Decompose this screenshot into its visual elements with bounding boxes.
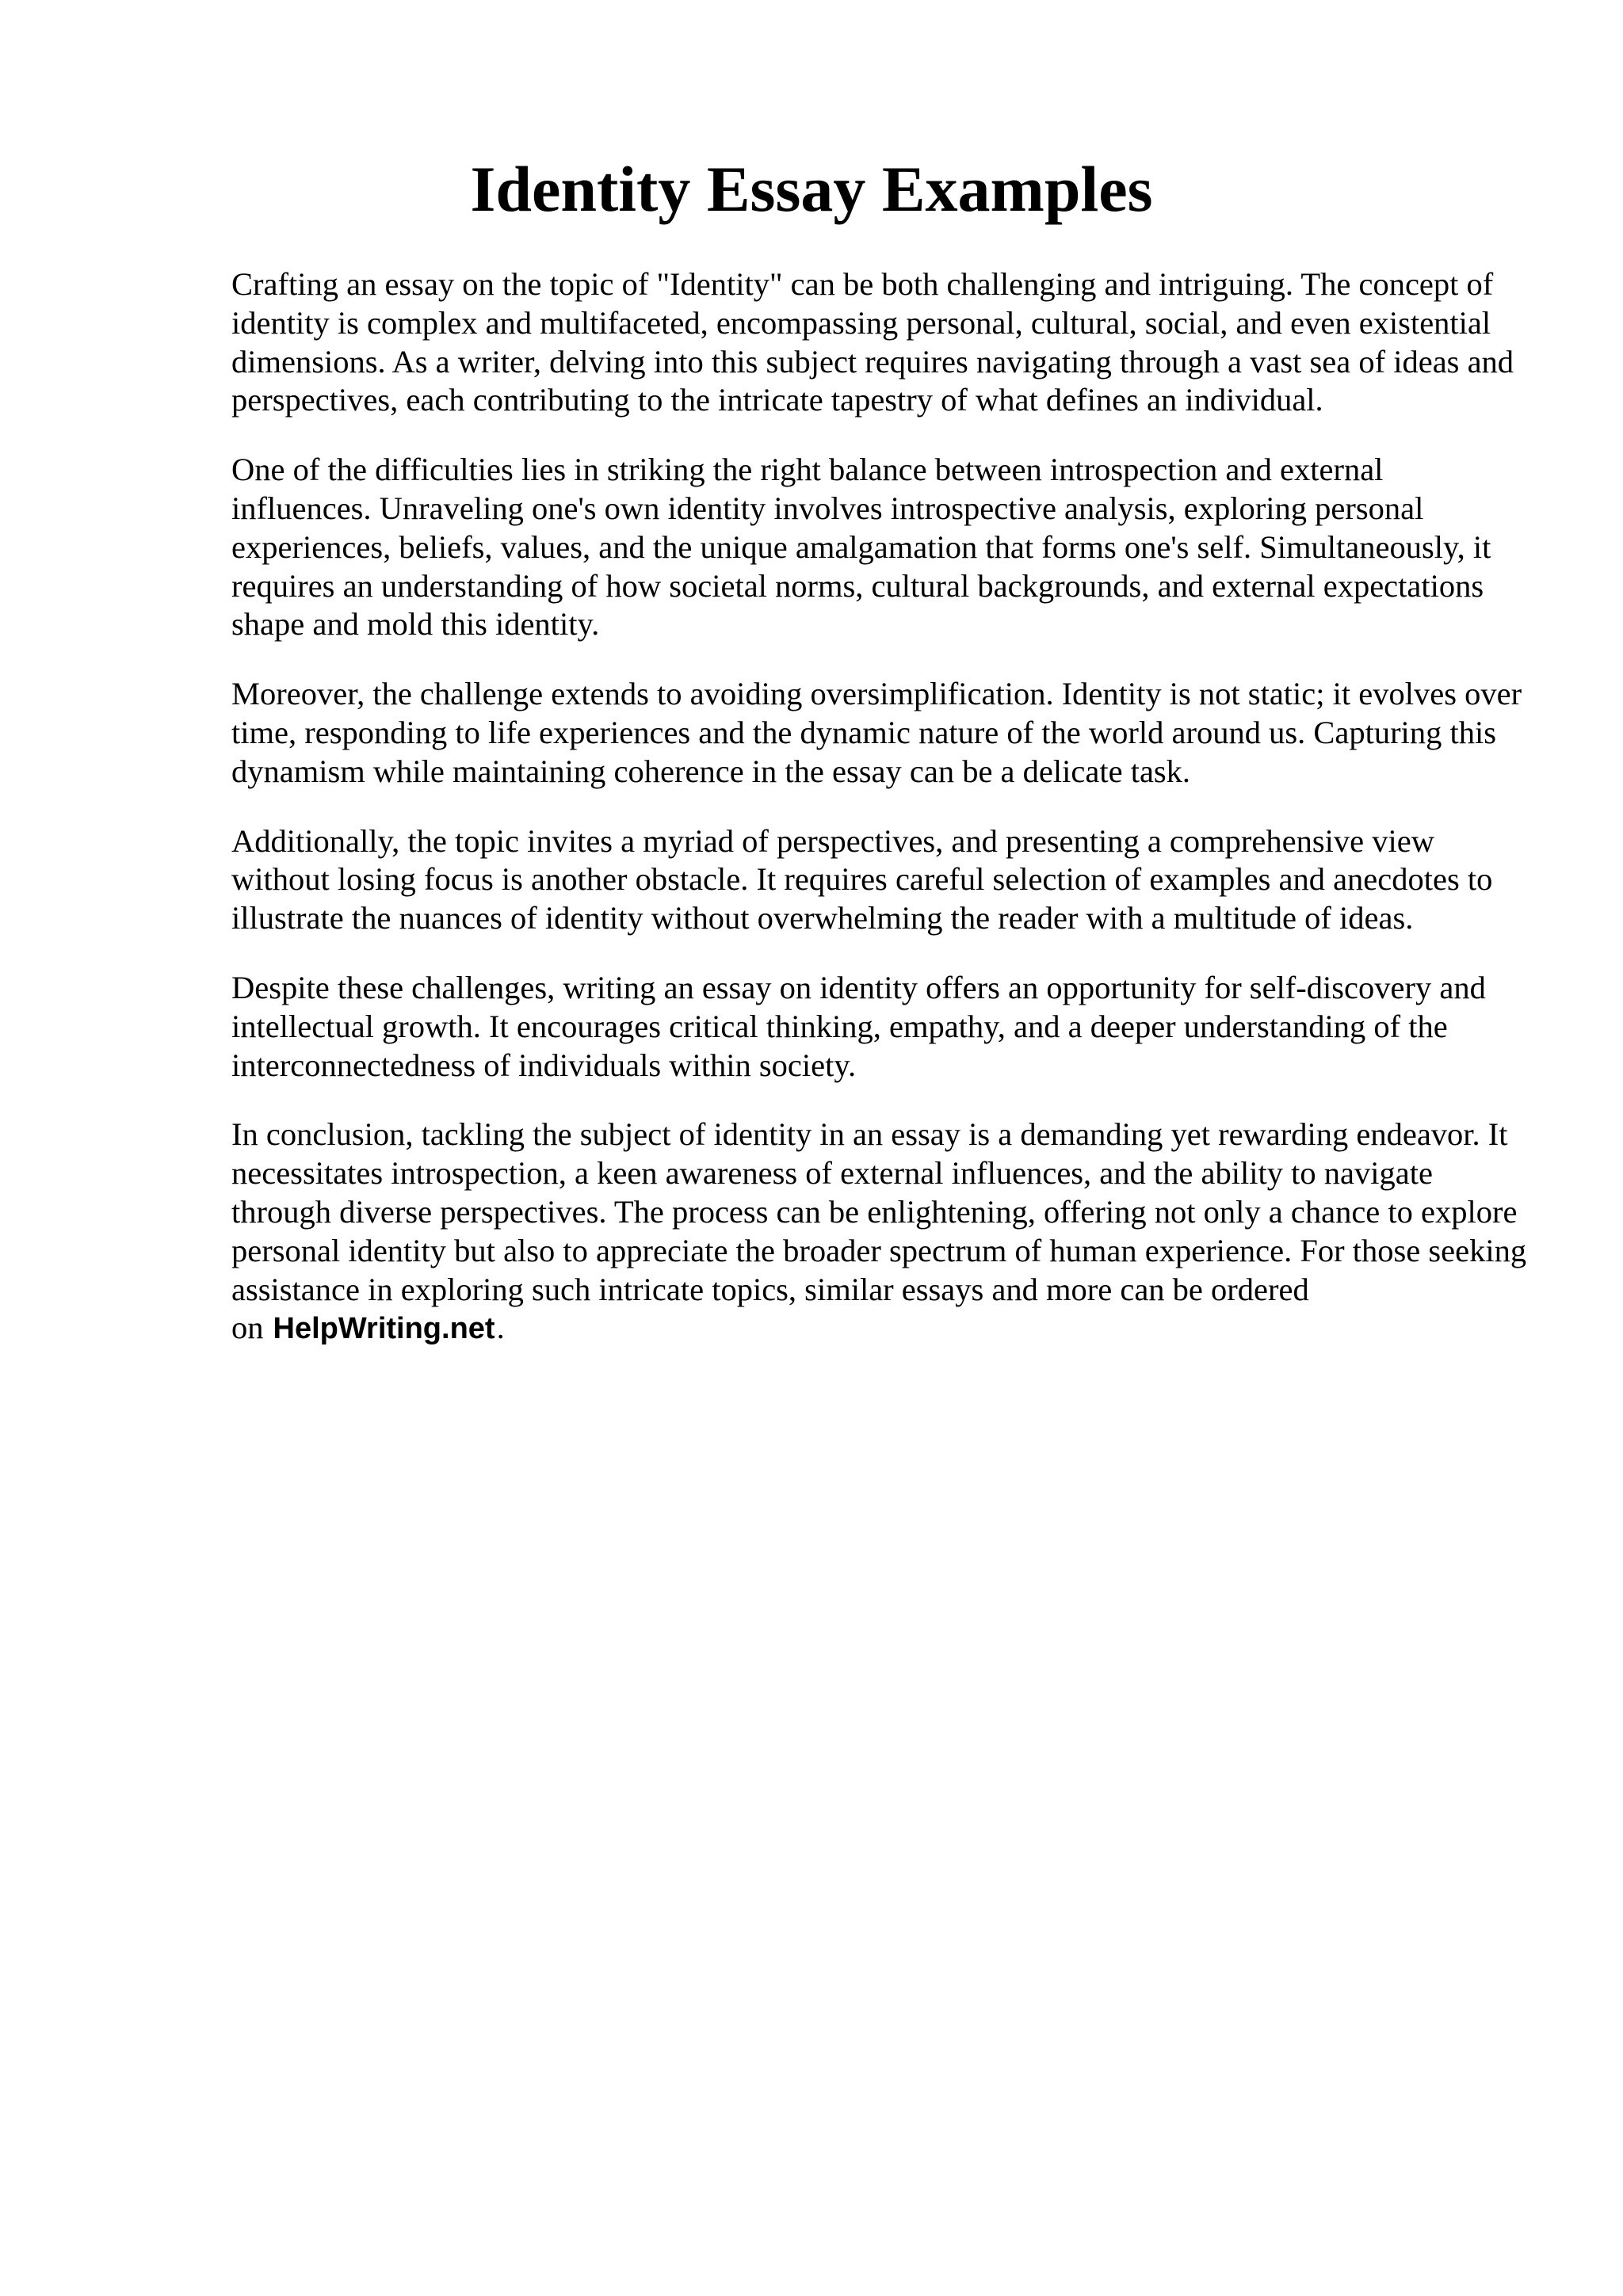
conclusion-text: In conclusion, tackling the subject of identity in an essay is a demanding yet rewarding endeavor. It necessitates introspection, a keen awareness of external influences, and the ability to navigate through diverse perspectives. The process can be enlightening, offering not only a chance to explore personal identity but also to appreciate the broader spectrum of human experience. For those seeking assistance in exploring such intricate topics, similar essays and more can be ordered on [231,1116,1527,1346]
conclusion-end-punctuation: . [496,1310,505,1346]
paragraph-3: Moreover, the challenge extends to avoiding oversimplification. Identity is not static; it evolves over time, responding to life experiences and the dynamic nature of the world around us. Capturing this dynamism while maintaining coherence in the essay can be a delicate task. [231,676,1522,789]
document-body [231,265,1531,1379]
conclusion-paragraph [231,1116,1531,1348]
paragraph-5: Despite these challenges, writing an essay on identity offers an opportunity for self-discovery and intellectual growth. It encourages critical thinking, empathy, and a deeper understanding of the interconnectedness of individuals within society. [231,969,1486,1083]
helpwriting-link[interactable]: HelpWriting.net [273,1312,495,1346]
document-title: Identity Essay Examples [470,153,1153,225]
paragraph-2: One of the difficulties lies in striking the right balance between introspection and external influences. Unraveling one's own identity involves introspective analysis, exploring personal experiences, beliefs, values, and the unique amalgamation that forms one's self. Simultaneously, it requires an understanding of how societal norms, cultural backgrounds, and external expectations shape and mold this identity. [231,452,1491,643]
paragraph-4: Additionally, the topic invites a myriad of perspectives, and presenting a comprehensive view without losing focus is another obstacle. It requires careful selection of examples and anecdotes to illustrate the nuances of identity without overwhelming the reader with a multitude of ideas. [231,822,1493,936]
paragraph-1: Crafting an essay on the topic of "Identity" can be both challenging and intriguing. The concept of identity is complex and multifaceted, encompassing personal, cultural, social, and even existential dimensions. As a writer, delving into this subject requires navigating through a vast sea of ideas and perspectives, each contributing to the intricate tapestry of what defines an individual. [231,266,1514,418]
